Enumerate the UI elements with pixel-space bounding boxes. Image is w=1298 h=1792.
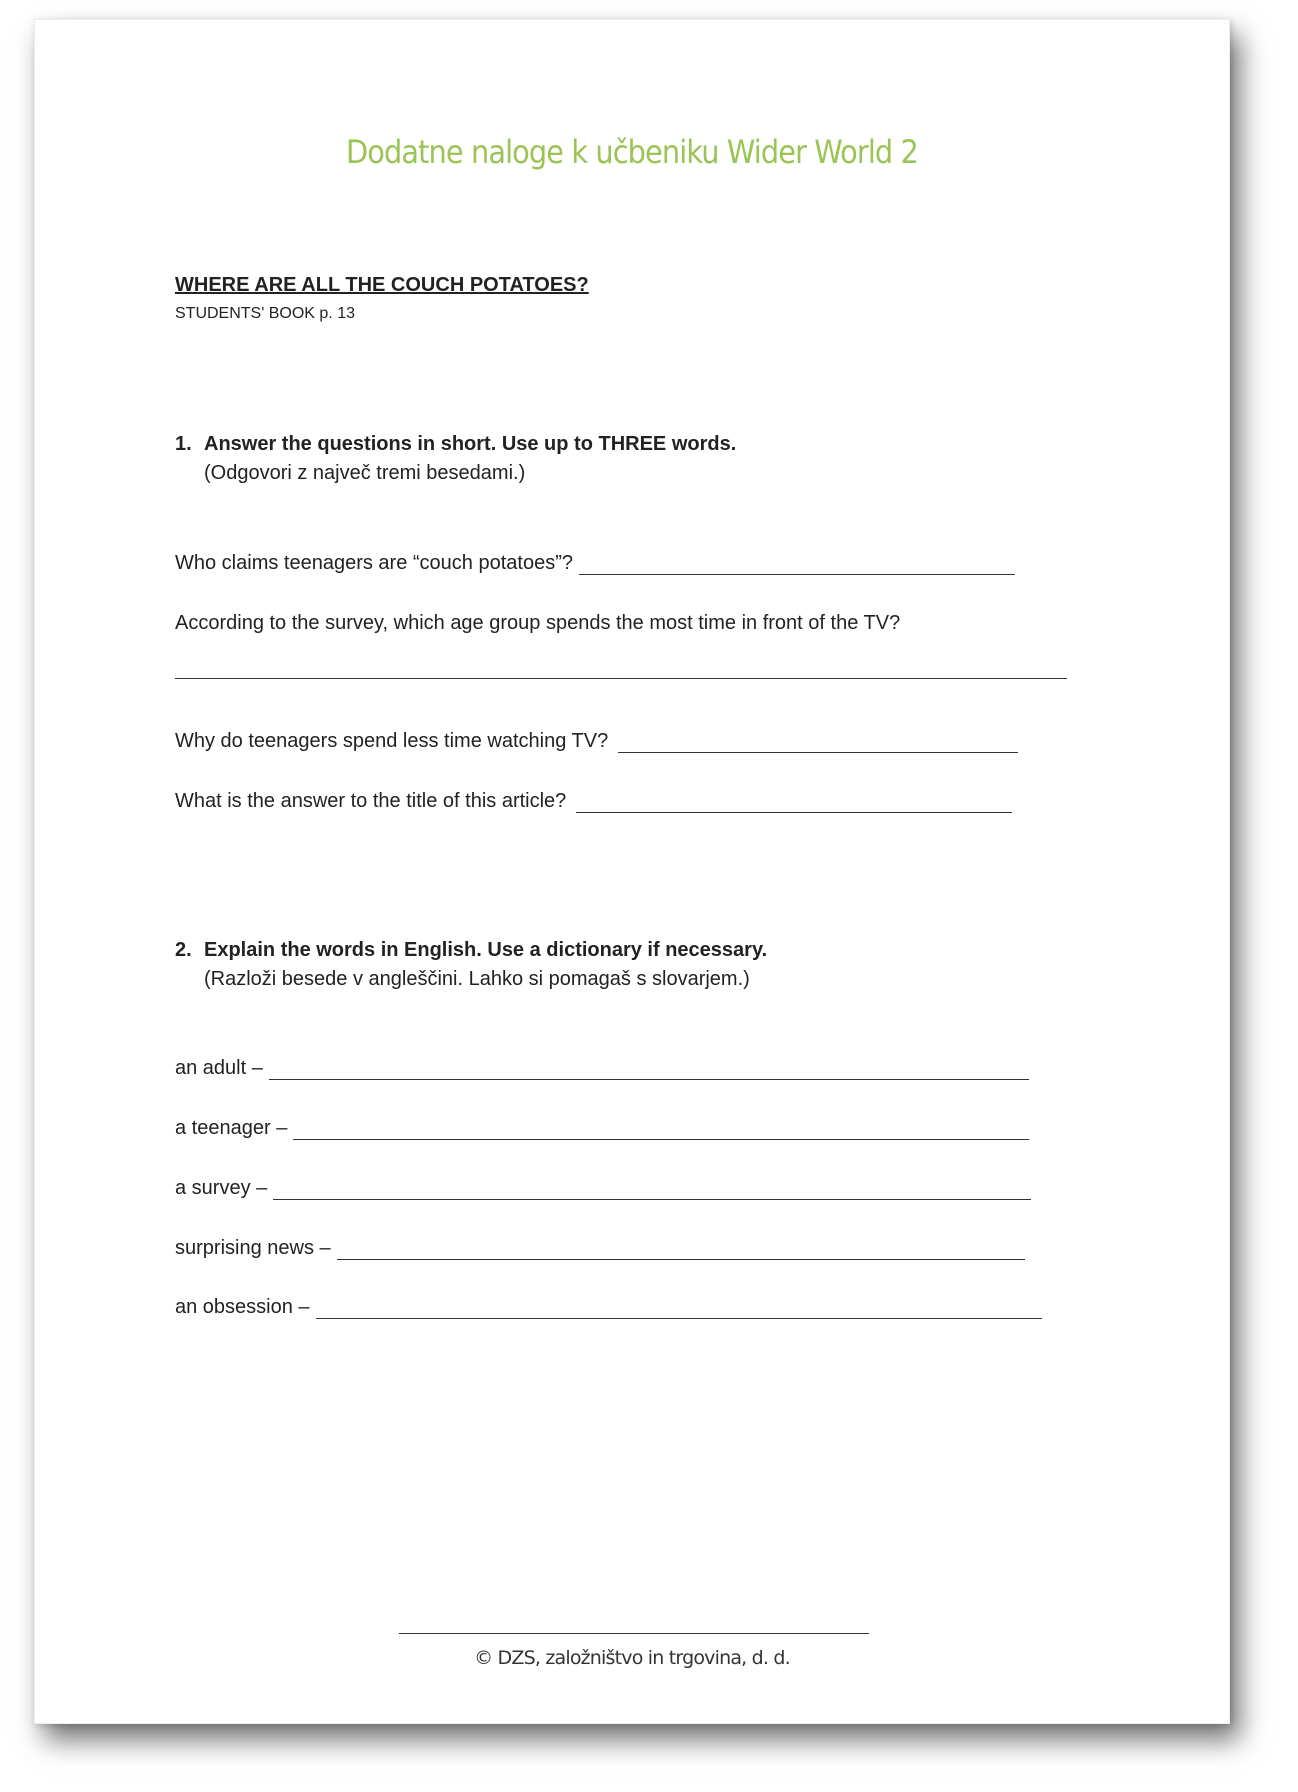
task-2-instruction: Explain the words in English. Use a dictionary if necessary. [204, 939, 768, 961]
question-1-text: Who claims teenagers are “couch potatoes”? [175, 552, 573, 574]
word-4 [175, 1237, 1025, 1260]
word-3-blank[interactable] [273, 1181, 1031, 1200]
document-title: Dodatne naloge k učbeniku Wider World 2 [346, 133, 918, 171]
word-1-text: an adult – [175, 1057, 263, 1079]
section-subheading: STUDENTS' BOOK p. 13 [175, 305, 355, 322]
question-2 [175, 612, 900, 635]
answer-1-blank[interactable] [579, 556, 1015, 575]
task-2-number: 2. [175, 939, 192, 961]
question-2-text: According to the survey, which age group spends the most time in front of the TV? [175, 612, 901, 634]
word-3 [175, 1177, 1031, 1200]
word-1 [175, 1057, 1029, 1080]
task-1-header [175, 433, 736, 485]
word-2-blank[interactable] [293, 1121, 1029, 1140]
word-5-text: an obsession – [175, 1296, 310, 1318]
question-3 [175, 730, 1018, 753]
footer-copyright: © DZS, založništvo in trgovina, d. d. [474, 1647, 790, 1669]
word-3-text: a survey – [175, 1177, 268, 1199]
footer-divider [399, 1633, 869, 1634]
word-2 [175, 1117, 1029, 1140]
question-3-text: Why do teenagers spend less time watching TV? [175, 730, 609, 752]
section-heading: WHERE ARE ALL THE COUCH POTATOES? [175, 274, 589, 296]
word-1-blank[interactable] [269, 1061, 1029, 1080]
answer-3-blank[interactable] [618, 734, 1018, 753]
word-2-text: a teenager – [175, 1117, 288, 1139]
question-4 [175, 790, 1012, 813]
word-4-text: surprising news – [175, 1237, 331, 1259]
word-5 [175, 1296, 1042, 1319]
task-2-header [175, 939, 767, 991]
task-1-translation: (Odgovori z največ tremi besedami.) [204, 462, 526, 484]
word-4-blank[interactable] [337, 1241, 1025, 1260]
task-1-number: 1. [175, 433, 192, 455]
task-1-instruction: Answer the questions in short. Use up to THREE words. [204, 433, 737, 455]
worksheet-page [34, 19, 1230, 1724]
answer-2-blank[interactable] [175, 677, 1067, 679]
question-1 [175, 552, 1015, 575]
question-4-text: What is the answer to the title of this article? [175, 790, 567, 812]
task-2-translation: (Razloži besede v angleščini. Lahko si pomagaš s slovarjem.) [204, 968, 750, 990]
word-5-blank[interactable] [316, 1300, 1042, 1319]
answer-4-blank[interactable] [576, 794, 1012, 813]
